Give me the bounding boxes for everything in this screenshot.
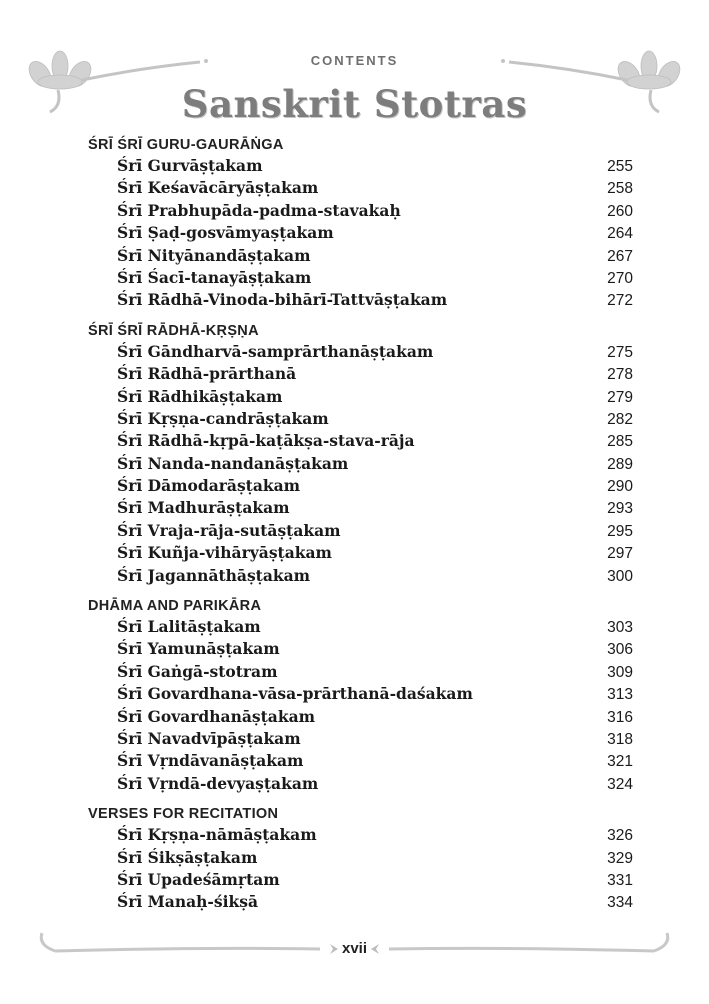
- entry-page-number: 278: [607, 366, 633, 384]
- toc-entry[interactable]: [88, 155, 633, 177]
- entry-title: Śrī Nityānandāṣṭakam: [117, 245, 311, 265]
- toc-entry[interactable]: [88, 267, 633, 289]
- entry-page-number: 326: [607, 827, 633, 845]
- toc-entry[interactable]: [88, 222, 633, 244]
- entry-page-number: 282: [607, 410, 633, 428]
- toc-entry[interactable]: [88, 891, 633, 913]
- entry-page-number: 313: [607, 686, 633, 704]
- entry-page-number: 267: [607, 247, 633, 265]
- entry-title: Śrī Śacī-tanayāṣṭakam: [117, 267, 312, 287]
- entry-page-number: 295: [607, 522, 633, 540]
- table-of-contents: [88, 135, 633, 923]
- toc-entry[interactable]: [88, 683, 633, 705]
- entry-title: Śrī Rādhā-Vinoda-bihārī-Tattvāṣṭakam: [117, 290, 448, 310]
- page-title: Sanskrit Stotras: [181, 82, 528, 126]
- toc-entry[interactable]: [88, 565, 633, 587]
- entry-title: Śrī Vṛndā-devyaṣṭakam: [117, 773, 319, 793]
- entry-title: Śrī Madhurāṣṭakam: [117, 498, 290, 518]
- entry-page-number: 279: [607, 388, 633, 406]
- entry-page-number: 331: [607, 871, 633, 889]
- entry-page-number: 334: [607, 894, 633, 912]
- entry-title: Śrī Kṛṣṇa-nāmāṣṭakam: [117, 825, 317, 845]
- toc-entry[interactable]: [88, 497, 633, 519]
- entry-title: Śrī Śikṣāṣṭakam: [117, 847, 258, 867]
- toc-entry[interactable]: [88, 542, 633, 564]
- entry-title: Śrī Gaṅgā-stotram: [117, 661, 278, 681]
- entry-title: Śrī Vṛndāvanāṣṭakam: [117, 751, 304, 771]
- section: [88, 321, 633, 587]
- toc-entry[interactable]: [88, 824, 633, 846]
- section: [88, 135, 633, 312]
- entry-title: Śrī Dāmodarāṣṭakam: [117, 476, 301, 496]
- toc-entry[interactable]: [88, 638, 633, 660]
- entry-page-number: 329: [607, 849, 633, 867]
- entry-title: Śrī Govardhanāṣṭakam: [117, 706, 316, 726]
- entry-page-number: 297: [607, 545, 633, 563]
- entry-page-number: 324: [607, 775, 633, 793]
- entry-page-number: 264: [607, 225, 633, 243]
- entry-page-number: 309: [607, 663, 633, 681]
- section-heading: DHĀMA AND PARIKĀRA: [88, 598, 262, 615]
- entry-title: Śrī Upadeśāmṛtam: [117, 869, 280, 889]
- toc-entry[interactable]: [88, 728, 633, 750]
- entry-title: Śrī Jagannāthāṣṭakam: [117, 565, 311, 585]
- entry-title: Śrī Manaḥ-śikṣā: [117, 892, 258, 912]
- section: [88, 804, 633, 914]
- toc-entry[interactable]: [88, 341, 633, 363]
- toc-entry[interactable]: [88, 706, 633, 728]
- contents-label: CONTENTS: [310, 53, 399, 68]
- toc-entry[interactable]: [88, 475, 633, 497]
- entry-title: Śrī Lalitāṣṭakam: [117, 617, 261, 637]
- entry-page-number: 293: [607, 500, 633, 518]
- entry-title: Śrī Rādhā-kṛpā-kaṭākṣa-stava-rāja: [117, 431, 415, 451]
- toc-entry[interactable]: [88, 408, 633, 430]
- entry-page-number: 270: [607, 269, 633, 287]
- entry-title: Śrī Kuñja-vihāryāṣṭakam: [117, 543, 332, 563]
- section-heading: ŚRĪ ŚRĪ RĀDHĀ-KṚṢṆA: [88, 322, 259, 339]
- toc-entry[interactable]: [88, 773, 633, 795]
- toc-entry[interactable]: [88, 289, 633, 311]
- entry-title: Śrī Gurvāṣṭakam: [117, 156, 263, 175]
- entry-title: Śrī Rādhikāṣṭakam: [117, 386, 283, 406]
- entry-title: Śrī Keśavācāryāṣṭakam: [117, 178, 319, 198]
- entry-page-number: 272: [607, 292, 633, 310]
- toc-entry[interactable]: [88, 363, 633, 385]
- toc-entry[interactable]: [88, 520, 633, 542]
- toc-entry[interactable]: [88, 750, 633, 772]
- entry-page-number: 303: [607, 619, 633, 637]
- entry-page-number: 318: [607, 730, 633, 748]
- entry-page-number: 306: [607, 641, 633, 659]
- entry-title: Śrī Kṛṣṇa-candrāṣṭakam: [117, 408, 329, 428]
- page-number: xvii: [341, 940, 368, 957]
- entry-page-number: 258: [607, 180, 633, 198]
- toc-entry[interactable]: [88, 245, 633, 267]
- entry-page-number: 300: [607, 567, 633, 585]
- toc-entry[interactable]: [88, 453, 633, 475]
- entry-page-number: 321: [607, 753, 633, 771]
- section: [88, 596, 633, 795]
- entry-page-number: 255: [607, 158, 633, 175]
- entry-page-number: 290: [607, 478, 633, 496]
- entry-page-number: 275: [607, 343, 633, 361]
- entry-title: Śrī Navadvīpāṣṭakam: [117, 728, 301, 748]
- toc-entry[interactable]: [88, 177, 633, 199]
- toc-entry[interactable]: [88, 661, 633, 683]
- entry-title: Śrī Prabhupāda-padma-stavakaḥ: [117, 200, 401, 220]
- entry-page-number: 285: [607, 433, 633, 451]
- section-heading: VERSES FOR RECITATION: [88, 806, 279, 823]
- entry-title: Śrī Rādhā-prārthanā: [117, 364, 297, 384]
- toc-entry[interactable]: [88, 386, 633, 408]
- entry-page-number: 260: [607, 202, 633, 220]
- entry-title: Śrī Vraja-rāja-sutāṣṭakam: [117, 520, 341, 540]
- entry-page-number: 316: [607, 708, 633, 726]
- entry-title: Śrī Ṣaḍ-gosvāmyaṣṭakam: [117, 223, 334, 243]
- entry-title: Śrī Govardhana-vāsa-prārthanā-daśakam: [117, 684, 473, 704]
- toc-entry[interactable]: [88, 616, 633, 638]
- entry-title: Śrī Nanda-nandanāṣṭakam: [117, 453, 349, 473]
- toc-entry[interactable]: [88, 847, 633, 869]
- toc-entry[interactable]: [88, 869, 633, 891]
- toc-entry[interactable]: [88, 430, 633, 452]
- entry-page-number: 289: [607, 455, 633, 473]
- entry-title: Śrī Yamunāṣṭakam: [117, 639, 280, 659]
- section-heading: ŚRĪ ŚRĪ GURU-GAURĀṄGA: [88, 137, 284, 153]
- entry-title: Śrī Gāndharvā-samprārthanāṣṭakam: [117, 341, 434, 361]
- toc-entry[interactable]: [88, 200, 633, 222]
